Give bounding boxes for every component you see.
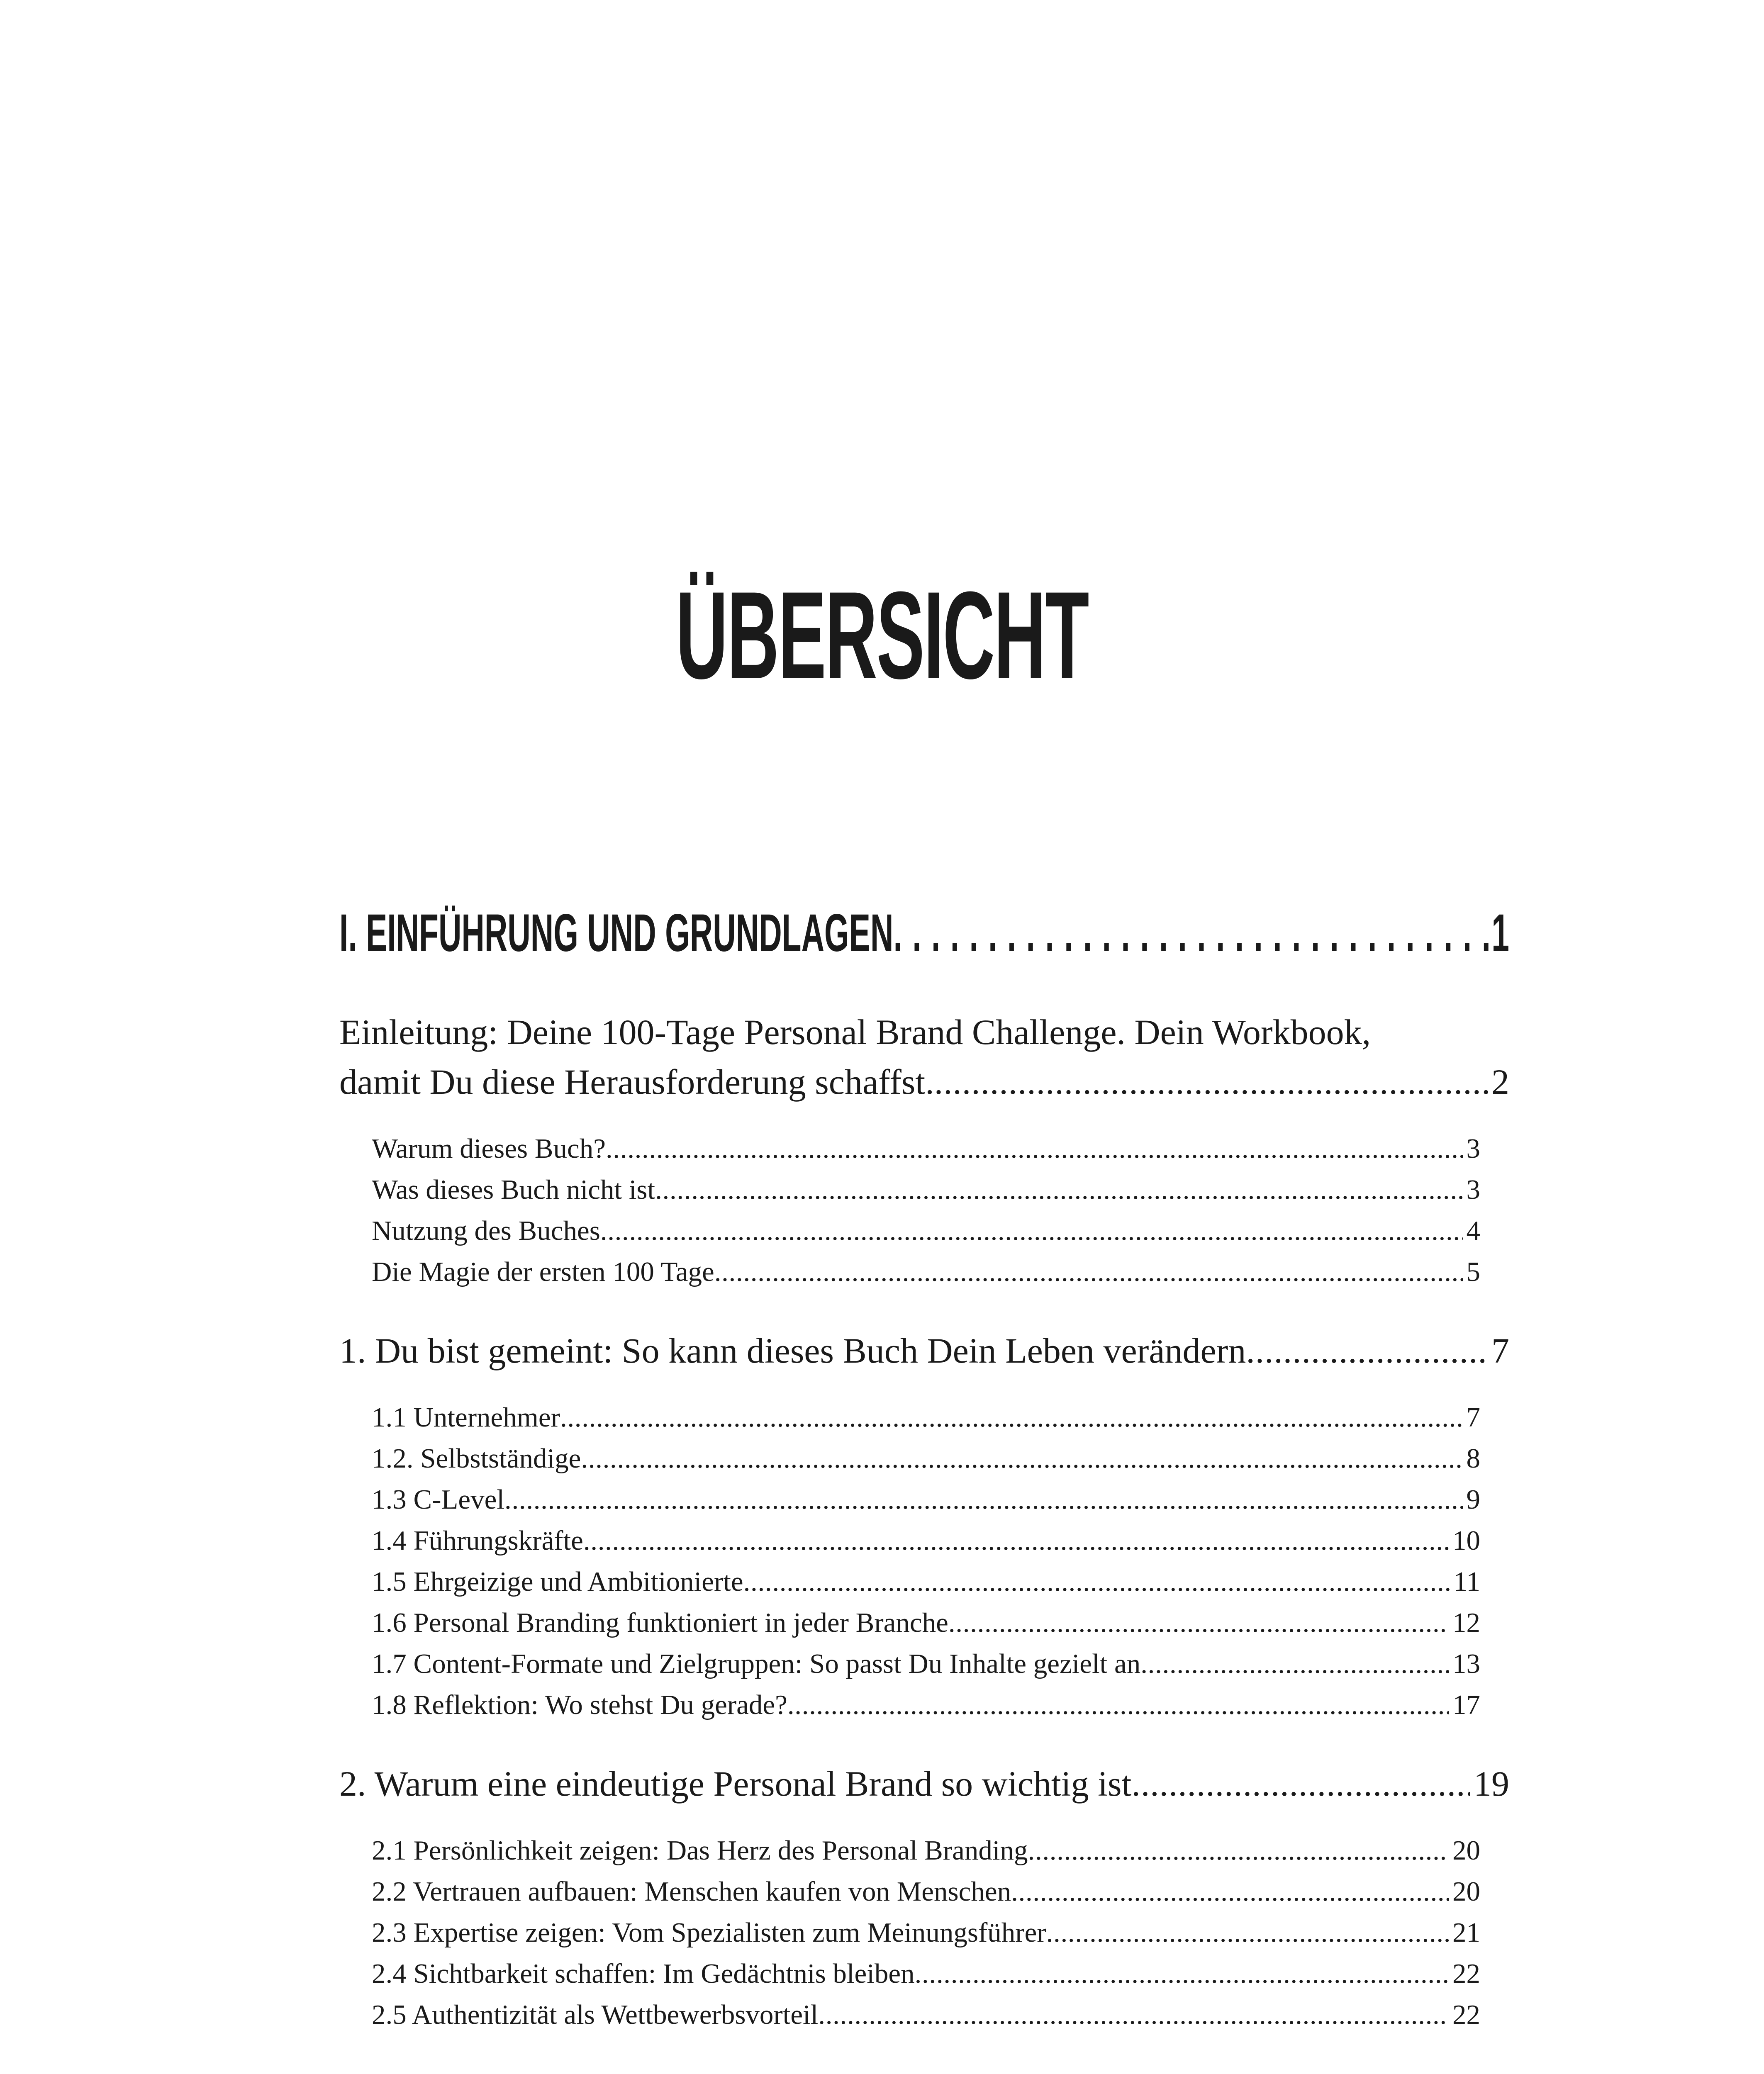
toc-subentry-label: Warum dieses Buch? xyxy=(372,1133,606,1164)
dot-leader xyxy=(606,1128,1463,1169)
toc-subentry[interactable] xyxy=(372,1912,1480,1953)
dot-leader xyxy=(1131,1759,1470,1809)
dot-leader xyxy=(1028,1830,1449,1871)
toc-subentry-label: 2.1 Persönlichkeit zeigen: Das Herz des Personal Branding xyxy=(372,1835,1028,1866)
toc-subentry-page: 17 xyxy=(1452,1689,1480,1720)
toc-subentry-label: Nutzung des Buches xyxy=(372,1215,600,1246)
dot-leader xyxy=(1246,1326,1488,1375)
introduction-page: 2 xyxy=(1491,1062,1509,1102)
dot-leader xyxy=(787,1685,1449,1726)
part-heading-page: 1 xyxy=(1491,903,1509,963)
toc-subentry[interactable] xyxy=(372,1520,1480,1561)
toc-subentry[interactable] xyxy=(372,1251,1480,1293)
toc-subentry[interactable] xyxy=(372,1643,1480,1685)
toc-subentry-page: 4 xyxy=(1466,1215,1480,1246)
toc-subentry[interactable] xyxy=(372,1994,1480,2035)
chapter-2-label: 2. Warum eine eindeutige Personal Brand so wichtig ist xyxy=(339,1764,1132,1804)
table-of-contents xyxy=(339,904,1509,2035)
toc-subentry-page: 9 xyxy=(1466,1484,1480,1515)
toc-subentry-page: 3 xyxy=(1466,1133,1480,1164)
toc-subentry-page: 8 xyxy=(1466,1443,1480,1474)
dot-leader xyxy=(583,1520,1449,1561)
dot-leader xyxy=(655,1169,1463,1210)
toc-subentry[interactable] xyxy=(372,1438,1480,1479)
toc-subentry-page: 7 xyxy=(1466,1402,1480,1433)
toc-subentry[interactable] xyxy=(372,1953,1480,1994)
dot-leader xyxy=(893,904,1489,963)
toc-subentry[interactable] xyxy=(372,1830,1480,1871)
toc-entry-introduction[interactable] xyxy=(339,1007,1509,1107)
dot-leader xyxy=(714,1251,1463,1293)
dot-leader xyxy=(581,1438,1463,1479)
part-heading[interactable] xyxy=(339,904,1509,963)
dot-leader xyxy=(818,1994,1449,2035)
toc-subentry-label: 1.4 Führungskräfte xyxy=(372,1525,583,1556)
toc-subentry-label: 2.3 Expertise zeigen: Vom Spezialisten zum Meinungsführer xyxy=(372,1917,1046,1948)
toc-subentry[interactable] xyxy=(372,1128,1480,1169)
toc-subentry-page: 21 xyxy=(1452,1917,1480,1948)
toc-subentry-label: 2.2 Vertrauen aufbauen: Menschen kaufen von Menschen xyxy=(372,1876,1011,1907)
dot-leader xyxy=(948,1602,1449,1643)
dot-leader xyxy=(1011,1871,1449,1912)
dot-leader xyxy=(560,1397,1463,1438)
toc-subentry-page: 3 xyxy=(1466,1174,1480,1205)
introduction-label-line1: Einleitung: Deine 100-Tage Personal Brand Challenge. Dein Workbook, xyxy=(339,1012,1371,1052)
toc-entry-chapter-2[interactable] xyxy=(339,1759,1509,1809)
dot-leader xyxy=(743,1561,1450,1602)
chapter-1-subentries xyxy=(339,1397,1509,1726)
toc-subentry[interactable] xyxy=(372,1169,1480,1210)
toc-subentry-page: 13 xyxy=(1452,1648,1480,1679)
chapter-1-page: 7 xyxy=(1491,1331,1509,1370)
toc-subentry-page: 22 xyxy=(1452,1999,1480,2030)
toc-subentry-page: 10 xyxy=(1452,1525,1480,1556)
dot-leader xyxy=(934,1057,1488,1107)
part-heading-label: I. EINFÜHRUNG UND GRUNDLAGEN xyxy=(339,903,894,963)
toc-subentry-label: Was dieses Buch nicht ist xyxy=(372,1174,655,1205)
dot-leader xyxy=(915,1953,1449,1994)
toc-subentry-page: 12 xyxy=(1452,1607,1480,1638)
toc-subentry-label: 1.7 Content-Formate und Zielgruppen: So passt Du Inhalte gezielt an xyxy=(372,1648,1141,1679)
toc-subentry-label: 1.6 Personal Branding funktioniert in jeder Branche xyxy=(372,1607,948,1638)
toc-subentry-label: 2.5 Authentizität als Wettbewerbsvorteil xyxy=(372,1999,819,2030)
dot-leader xyxy=(1046,1912,1449,1953)
toc-subentry[interactable] xyxy=(372,1685,1480,1726)
chapter-2-subentries xyxy=(339,1830,1509,2035)
toc-subentry[interactable] xyxy=(372,1561,1480,1602)
toc-subentry-page: 11 xyxy=(1453,1566,1480,1597)
toc-subentry[interactable] xyxy=(372,1210,1480,1251)
toc-subentry-label: 1.5 Ehrgeizige und Ambitionierte xyxy=(372,1566,743,1597)
chapter-1-label: 1. Du bist gemeint: So kann dieses Buch Dein Leben verändern xyxy=(339,1331,1246,1370)
toc-subentry-label: Die Magie der ersten 100 Tage xyxy=(372,1256,714,1287)
toc-subentry-label: 1.8 Reflektion: Wo stehst Du gerade? xyxy=(372,1689,787,1720)
introduction-label-line2: damit Du diese Herausforderung schaffst. xyxy=(339,1062,934,1102)
dot-leader xyxy=(1140,1643,1449,1685)
toc-subentry[interactable] xyxy=(372,1871,1480,1912)
toc-subentry-label: 1.1 Unternehmer xyxy=(372,1402,560,1433)
toc-subentry-page: 22 xyxy=(1452,1958,1480,1989)
chapter-2-page: 19 xyxy=(1474,1764,1509,1804)
toc-subentry[interactable] xyxy=(372,1602,1480,1643)
toc-subentry[interactable] xyxy=(372,1397,1480,1438)
toc-entry-chapter-1[interactable] xyxy=(339,1326,1509,1375)
page-title: ÜBERSICHT xyxy=(675,565,1089,705)
toc-subentry-label: 1.2. Selbstständige xyxy=(372,1443,581,1474)
introduction-subentries xyxy=(339,1128,1509,1293)
introduction-line2 xyxy=(339,1057,1509,1107)
dot-leader xyxy=(504,1479,1463,1520)
toc-subentry-page: 20 xyxy=(1452,1835,1480,1866)
dot-leader xyxy=(600,1210,1463,1251)
toc-subentry-label: 2.4 Sichtbarkeit schaffen: Im Gedächtnis bleiben xyxy=(372,1958,915,1989)
part-heading-wrapper xyxy=(339,904,1509,975)
toc-subentry-label: 1.3 C-Level xyxy=(372,1484,505,1515)
toc-subentry[interactable] xyxy=(372,1479,1480,1520)
toc-subentry-page: 20 xyxy=(1452,1876,1480,1907)
toc-subentry-page: 5 xyxy=(1466,1256,1480,1287)
